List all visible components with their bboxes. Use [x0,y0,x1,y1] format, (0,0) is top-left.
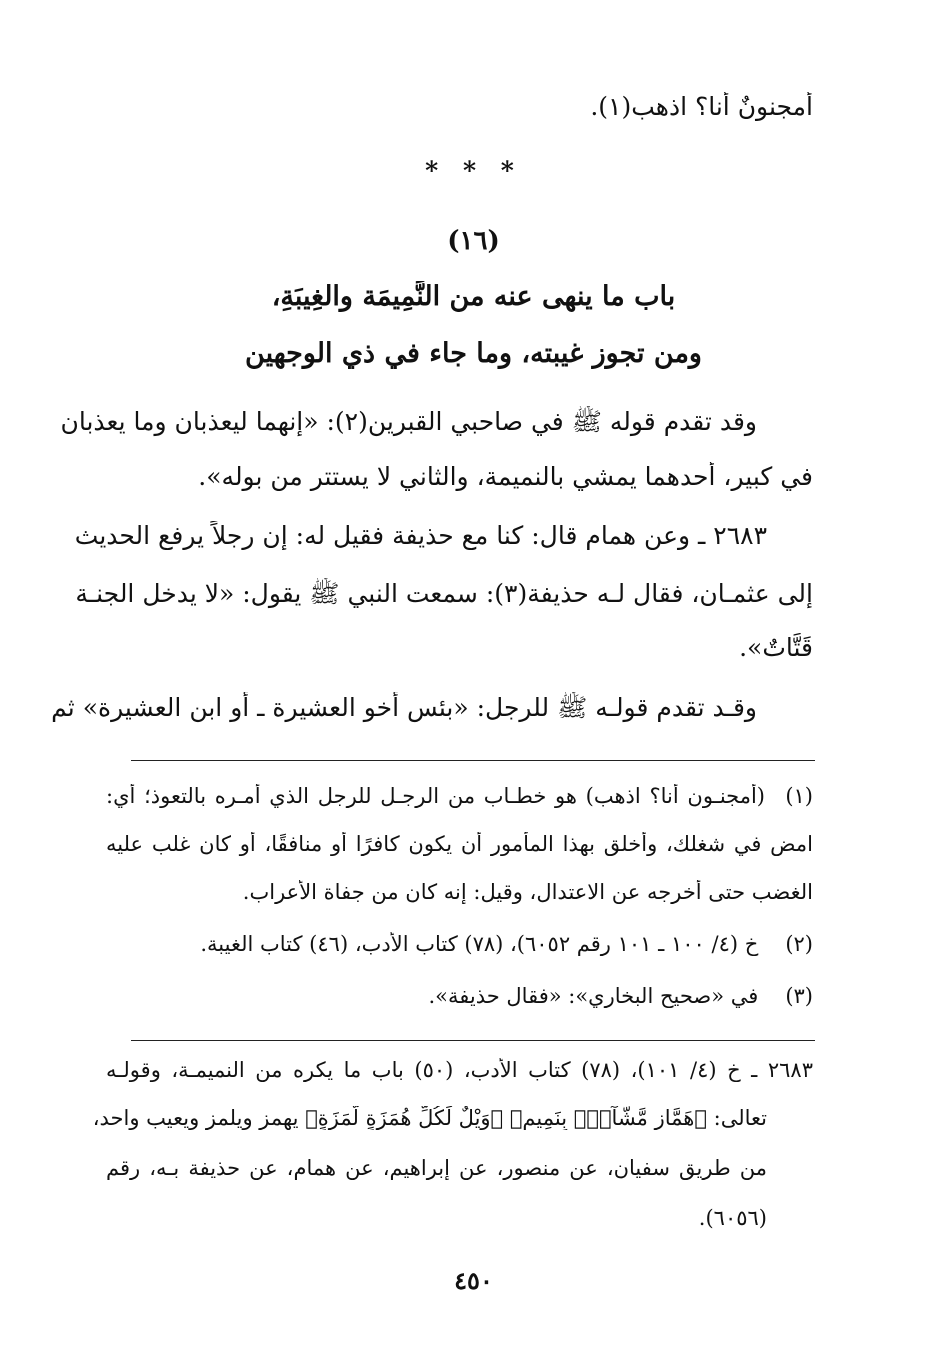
page-number: ٤٥٠ [454,1266,493,1295]
footnote-separator [131,760,815,761]
footnote-1-line-1: (أمجنـون أنا؟ اذهب) هو خطـاب من الرجـل للرجل الذي أمـره بالتعوذ؛ أي: [106,784,765,808]
hadith-2683-line-2: إلى عثمـان، فقال لـه حذيفة(٣): سمعت النبي ﷺ يقول: «لا يدخل الجنـة [75,579,813,608]
takhrij-separator [131,1040,815,1041]
footnote-1-label: (١) [785,784,813,808]
first-line: أمجنونٌ أنا؟ اذهب(١). [590,92,813,121]
hadith-2683-line-1: ٢٦٨٣ ـ وعن همام قال: كنا مع حذيفة فقيل له: إن رجلاً يرفع الحديث [74,521,767,550]
paragraph-1-line-1: وقد تقدم قوله ﷺ في صاحبي القبرين(٢): «إنهما ليعذبان وما يعذبان [60,407,757,436]
paragraph-1-line-2: في كبير، أحدهما يمشي بالنميمة، والثاني لا يستتر من بوله». [198,462,813,491]
footnote-2-row [0,932,947,956]
takhrij-line-4: (٦٠٥٦). [698,1206,767,1230]
chapter-number: (١٦) [447,226,500,256]
footnote-2-label: (٢) [785,932,813,956]
takhrij-line-2: تعالى: ﴿هَمَّازٍ مَّشَّآءِۭ بِنَمِيمٍ﴾ ﴿وَيْلٌ لِّكُلِّ هُمَزَةٍ لُّمَزَةٍ﴾ يهمز ويلمز ويعيب واحد، [92,1106,767,1130]
footnote-3-row [0,984,947,1008]
footnote-2-text: خ (٤/ ١٠٠ ـ ١٠١ رقم ٦٠٥٢)، (٧٨) كتاب الأدب، (٤٦) كتاب الغيبة. [200,932,759,956]
paragraph-2-line-1: وقـد تقدم قولـه ﷺ للرجل: «بئس أخو العشيرة ـ أو ابن العشيرة» ثم [51,693,757,722]
hadith-2683-line-3: قَتَّاتٌ». [739,633,813,662]
section-separator-stars: * * * [425,156,522,185]
footnote-1-line-2: امضِ في شغلك، وأخلق بهذا المأمور أن يكون كافرًا أو منافقًا، أو كان غلب عليه [106,832,813,856]
chapter-title-line-1: باب ما ينهى عنه من النَّمِيمَة والغِيبَةِ، [271,281,676,312]
footnote-1-line-3: الغضب حتى أخرجه عن الاعتدال، وقيل: إنه كان من جفاة الأعراب. [242,880,813,904]
chapter-title-line-2: ومن تجوز غيبته، وما جاء في ذي الوجهين [245,338,702,369]
footnote-3-label: (٣) [785,984,813,1008]
takhrij-line-3: من طريق سفيان، عن منصور، عن إبراهيم، عن همام، عن حذيفة بـه، رقم [106,1156,767,1180]
footnote-3-text: في «صحيح البخاري»: «فقال حذيفة». [428,984,759,1008]
takhrij-line-1: ٢٦٨٣ ـ خ (٤/ ١٠١)، (٧٨) كتاب الأدب، (٥٠) باب ما يكره من النميمـة، وقولـه [106,1058,813,1082]
